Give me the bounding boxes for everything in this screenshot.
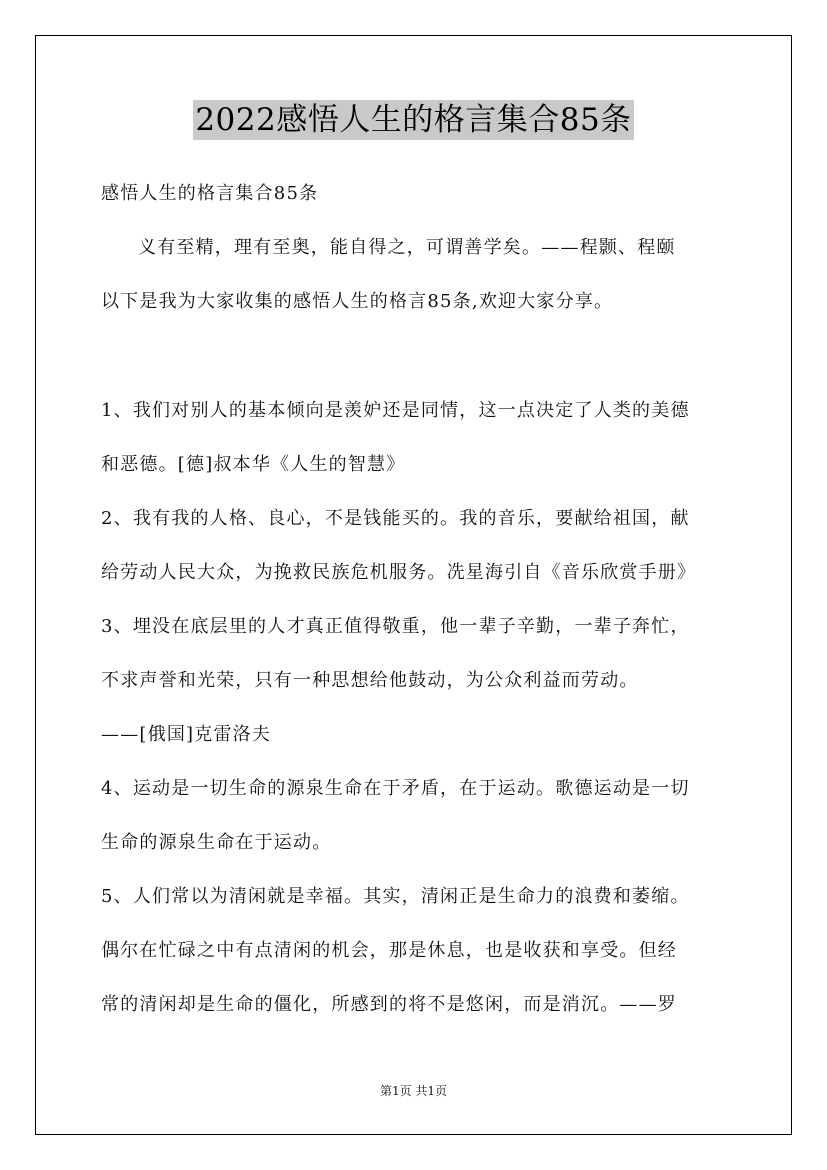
document-title: 2022感悟人生的格言集合85条 xyxy=(195,102,632,138)
subtitle-line: 感悟人生的格言集合85条 xyxy=(101,183,319,204)
text-line: 常的清闲却是生命的僵化，所感到的将不是悠闲，而是消沉。——罗 xyxy=(101,994,677,1015)
text-line: 不求声誉和光荣，只有一种思想给他鼓动，为公众利益而劳动。 xyxy=(101,670,639,691)
text-line: 3、埋没在底层里的人才真正值得敬重，他一辈子辛勤，一辈子奔忙， xyxy=(101,616,690,637)
title-container xyxy=(0,100,827,140)
text-line: 偶尔在忙碌之中有点清闲的机会，那是休息，也是收获和享受。但经 xyxy=(101,940,677,961)
page-footer: 第1页 共1页 xyxy=(379,1084,448,1098)
text-line: 和恶德。[德]叔本华《人生的智慧》 xyxy=(101,454,406,475)
text-line: 以下是我为大家收集的感悟人生的格言85条,欢迎大家分享。 xyxy=(101,291,614,312)
text-line: 生命的源泉生命在于运动。 xyxy=(101,832,332,853)
text-line: 4、运动是一切生命的源泉生命在于矛盾，在于运动。歌德运动是一切 xyxy=(101,778,690,799)
text-line: 1、我们对别人的基本倾向是羡妒还是同情，这一点决定了人类的美德 xyxy=(101,400,690,421)
text-line: ——[俄国]克雷洛夫 xyxy=(101,724,272,745)
text-line: 5、人们常以为清闲就是幸福。其实，清闲正是生命力的浪费和萎缩。 xyxy=(101,886,690,907)
text-line: 义有至精，理有至奥，能自得之，可谓善学矣。——程颢、程颐 xyxy=(138,237,676,258)
text-line: 给劳动人民大众，为挽救民族危机服务。冼星海引自《音乐欣赏手册》 xyxy=(101,562,697,583)
text-line: 2、我有我的人格、良心，不是钱能买的。我的音乐，要献给祖国，献 xyxy=(101,508,690,529)
